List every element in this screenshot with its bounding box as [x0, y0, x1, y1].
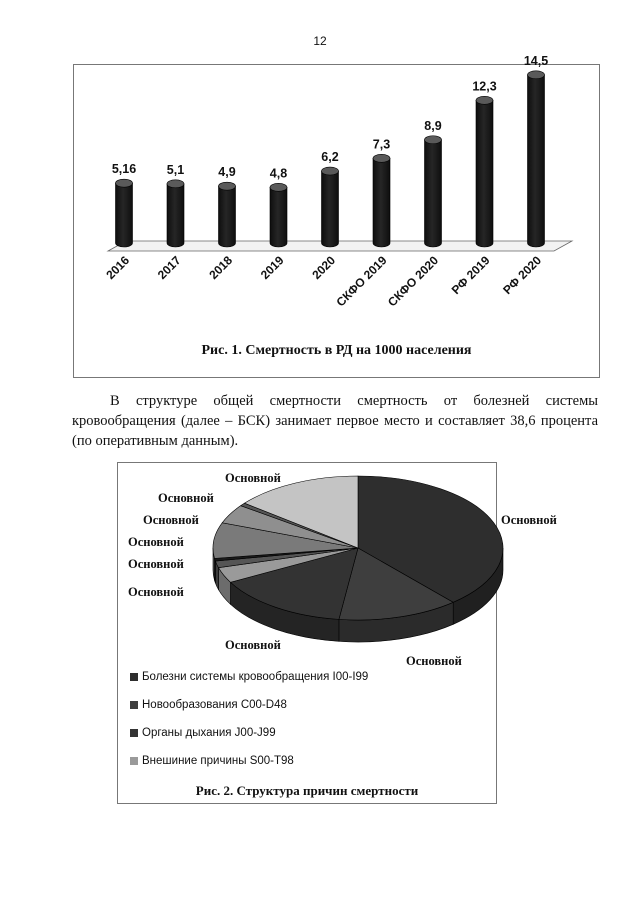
figure-2-pie-chart [117, 462, 557, 804]
figure-1-bar-chart [73, 53, 600, 378]
bar-9 [528, 71, 545, 247]
bar-value-label-6: 7,3 [372, 137, 391, 152]
bar-value-label-3: 4,9 [218, 165, 236, 180]
pie-chart-svg [118, 463, 557, 668]
legend-swatch-external [130, 757, 138, 765]
bar-value-label-2: 5,1 [166, 162, 185, 177]
pie-slice-label-2: Основной [406, 654, 462, 668]
bar-4 [270, 183, 287, 247]
bar-1 [116, 179, 133, 247]
figure-1-caption: Рис. 1. Смертность в РД на 1000 населения [201, 343, 472, 358]
bar-value-label-7: 8,9 [424, 118, 442, 133]
x-tick-label-5: 2020 [309, 253, 339, 283]
x-tick-label-7: СКФО 2020 [384, 253, 442, 310]
legend-item-respiratory [130, 719, 368, 747]
x-tick-label-6: СКФО 2019 [333, 253, 390, 310]
bar-value-label-9: 14,5 [523, 53, 549, 68]
bar-value-label-8: 12,3 [472, 79, 497, 94]
x-tick-label-1: 2016 [103, 253, 133, 283]
pie-slice-label-5: Основной [128, 557, 184, 571]
pie-slice-label-9: Основной [225, 471, 281, 485]
bar-value-label-4: 4,8 [269, 166, 288, 181]
bar-5 [322, 167, 339, 247]
x-tick-label-8: РФ 2019 [448, 253, 493, 298]
legend-item-neoplasms [130, 691, 368, 719]
bar-6 [373, 154, 390, 247]
bar-7 [425, 136, 442, 247]
legend-item-external [130, 747, 368, 775]
x-tick-label-9: РФ 2020 [500, 253, 545, 298]
legend-label-external: Внешиние причины S00-T98 [142, 755, 294, 767]
legend-label-circulatory: Болезни системы кровообращения I00-I99 [142, 671, 369, 683]
legend-swatch-circulatory [130, 673, 138, 681]
x-tick-label-2: 2017 [154, 253, 184, 283]
pie-slice-label-6: Основной [128, 535, 184, 549]
bar-8 [476, 96, 493, 247]
pie-slice-label-7: Основной [143, 513, 199, 527]
legend-swatch-respiratory [130, 729, 138, 737]
bar-chart-svg [74, 53, 599, 340]
bar-value-label-1: 5,16 [111, 162, 137, 177]
body-paragraph: В структуре общей смертности смертность от болезней системы кровообращения (далее – БСК) занимает первое место и составляет 38,6 процента (по оперативным данным). [72, 393, 598, 449]
legend-swatch-neoplasms [130, 701, 138, 709]
bar-2 [167, 180, 184, 247]
legend-label-neoplasms: Новообразования С00-D48 [142, 699, 287, 711]
x-tick-label-4: 2019 [257, 253, 287, 283]
pie-slice-label-4: Основной [128, 585, 184, 599]
pie-slice-label-3: Основной [225, 638, 281, 652]
page-number: 12 [313, 34, 327, 48]
legend-label-respiratory: Органы дыхания J00-J99 [142, 727, 276, 739]
bar-value-label-5: 6,2 [321, 150, 339, 165]
pie-slice-label-1: Основной [501, 513, 557, 527]
figure-2-caption: Рис. 2. Структура причин смертности [195, 783, 419, 798]
x-tick-label-3: 2018 [206, 253, 236, 283]
pie-legend [130, 663, 368, 775]
legend-item-circulatory [130, 663, 368, 691]
pie-slice-label-8: Основной [158, 491, 214, 505]
bar-3 [219, 182, 236, 247]
